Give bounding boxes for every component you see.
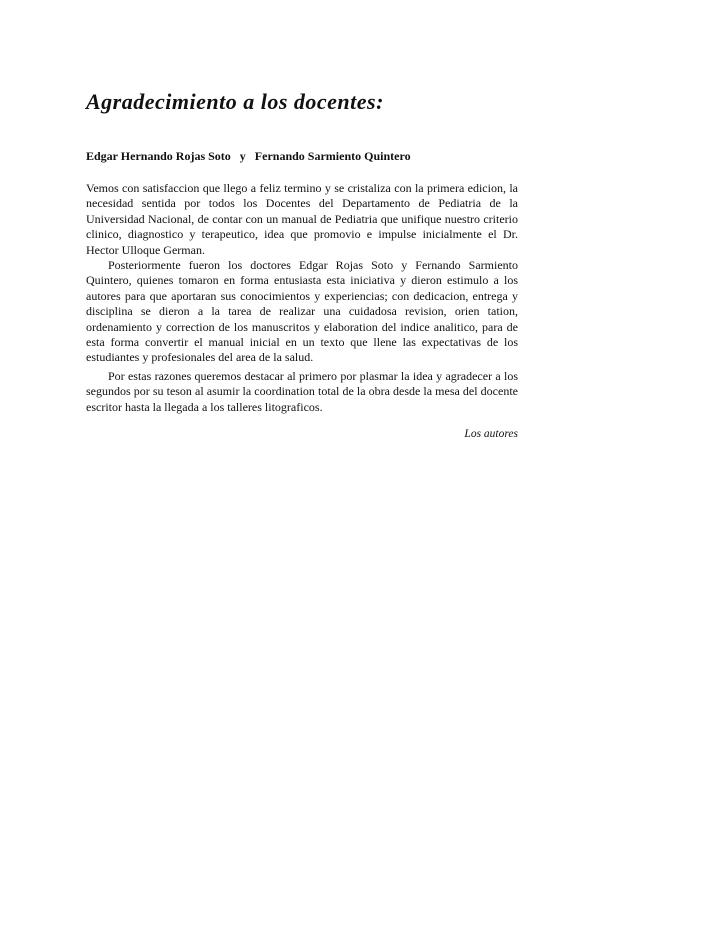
page-title: Agradecimiento a los docentes:	[86, 89, 384, 114]
paragraph-2: Posteriormente fueron los doctores Edgar Rojas Soto y Fernando Sarmiento Quintero, quienes tomaron en forma entusiasta esta iniciativa y dieron estimulo a los autores para que aportaran sus conocimientos y experiencias; con dedicacion, entrega y disciplina se dieron a la tarea de realizar una cuidadosa revision, orien tation, ordenamiento y correction de los manuscritos y elaboration del indice analitico, para de esta forma convertir el manual inicial en un texto que llene las expectativas de los estudiantes y profesionales del area de la salud.	[86, 258, 518, 365]
signature: Los autores	[464, 428, 518, 440]
paragraph-3: Por estas razones queremos destacar al primero por plasmar la idea y agradecer a los segundos por su teson al asumir la coordination total de la obra desde la mesa del docente escritor hasta la llegada a los talleres litograficos.	[86, 368, 518, 414]
body-text	[86, 181, 518, 415]
authors-line: Edgar Hernando Rojas Soto y Fernando Sarmiento Quintero	[86, 149, 411, 163]
paragraph-1: Vemos con satisfaccion que llego a feliz termino y se cristaliza con la primera edicion, la necesidad sentida por todos los Docentes del Departamento de Pediatria de la Universidad Nacional, de contar con un manual de Pediatria que unifique nuestro criterio clinico, diagnostico y terapeutico, idea que promovio e impulse inicialmente el Dr. Hector Ulloque German.	[86, 181, 518, 257]
